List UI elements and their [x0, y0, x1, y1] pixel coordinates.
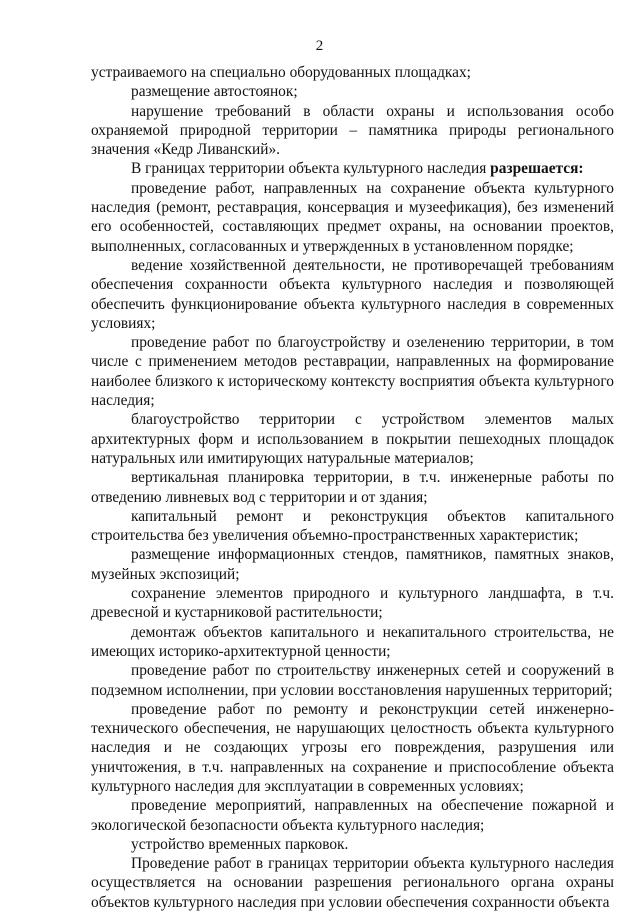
- paragraph: проведение работ, направленных на сохранение объекта культурного наследия (ремонт, реставрация, консервация и музеефикация), без изменений его особенностей, составляющих предмет охраны, на основании проектов, выполненных, согласованных и утвержденных в установленном порядке;: [91, 179, 614, 255]
- paragraph-permitted-heading: [91, 159, 614, 178]
- paragraph: устраиваемого на специально оборудованных площадках;: [91, 64, 471, 81]
- paragraph: размещение автостоянок;: [131, 83, 298, 101]
- paragraph: размещение информационных стендов, памятников, памятных знаков, музейных экспозиций;: [91, 546, 614, 583]
- heading-text: В границах территории объекта культурного наследия: [131, 160, 491, 178]
- paragraph: проведение работ по ремонту и реконструкции сетей инженерно-технического обеспечения, не нарушающих целостность объекта культурного наследия и не создающих угрозы его повреждения, разрушения или уничтожения, в т.ч. направленных на сохранение и приспособление объекта культурного наследия для эксплуатации в современных условиях;: [91, 700, 614, 795]
- paragraph: капитальный ремонт и реконструкция объектов капитального строительства без увеличения объемно-пространственных характеристик;: [91, 507, 614, 545]
- page-number: 2: [315, 38, 324, 54]
- paragraph: устройство временных парковок.: [131, 835, 349, 853]
- paragraph: ведение хозяйственной деятельности, не противоречащей требованиям обеспечения сохранности объекта культурного наследия и позволяющей обеспечить функционирование объекта культурного наследия в современных условиях;: [91, 256, 614, 332]
- paragraph: нарушение требований в области охраны и использования особо охраняемой природной территории – памятника природы регионального значения «Кедр Ливанский».: [91, 102, 614, 159]
- paragraph: вертикальная планировка территории, в т.ч. инженерные работы по отведению ливневых вод с территории и от здания;: [91, 469, 614, 506]
- paragraph: проведение работ по строительству инженерных сетей и сооружений в подземном исполнении, при условии восстановления нарушенных территорий;: [91, 662, 614, 699]
- paragraph: проведение работ по благоустройству и озеленению территории, в том числе с применением методов реставрации, направленных на формирование наиболее близкого к историческому контексту восприятия объекта культурного наследия;: [91, 334, 614, 410]
- paragraph: Проведение работ в границах территории объекта культурного наследия осуществляется на основании разрешения регионального органа охраны объектов культурного наследия при условии обеспечения сохранности объекта: [91, 855, 614, 911]
- heading-bold-text: разрешается:: [490, 160, 584, 178]
- paragraph: проведение мероприятий, направленных на обеспечение пожарной и экологической безопасности объекта культурного наследия;: [91, 797, 614, 834]
- paragraph: сохранение элементов природного и культурного ландшафта, в т.ч. древесной и кустарниковой растительности;: [91, 585, 614, 622]
- document-body: [91, 63, 614, 912]
- paragraph: благоустройство территории с устройством элементов малых архитектурных форм и использованием в покрытии пешеходных площадок натуральных или имитирующих натуральные материалов;: [91, 411, 614, 467]
- paragraph: демонтаж объектов капитального и некапитального строительства, не имеющих историко-архитектурной ценности;: [91, 623, 614, 660]
